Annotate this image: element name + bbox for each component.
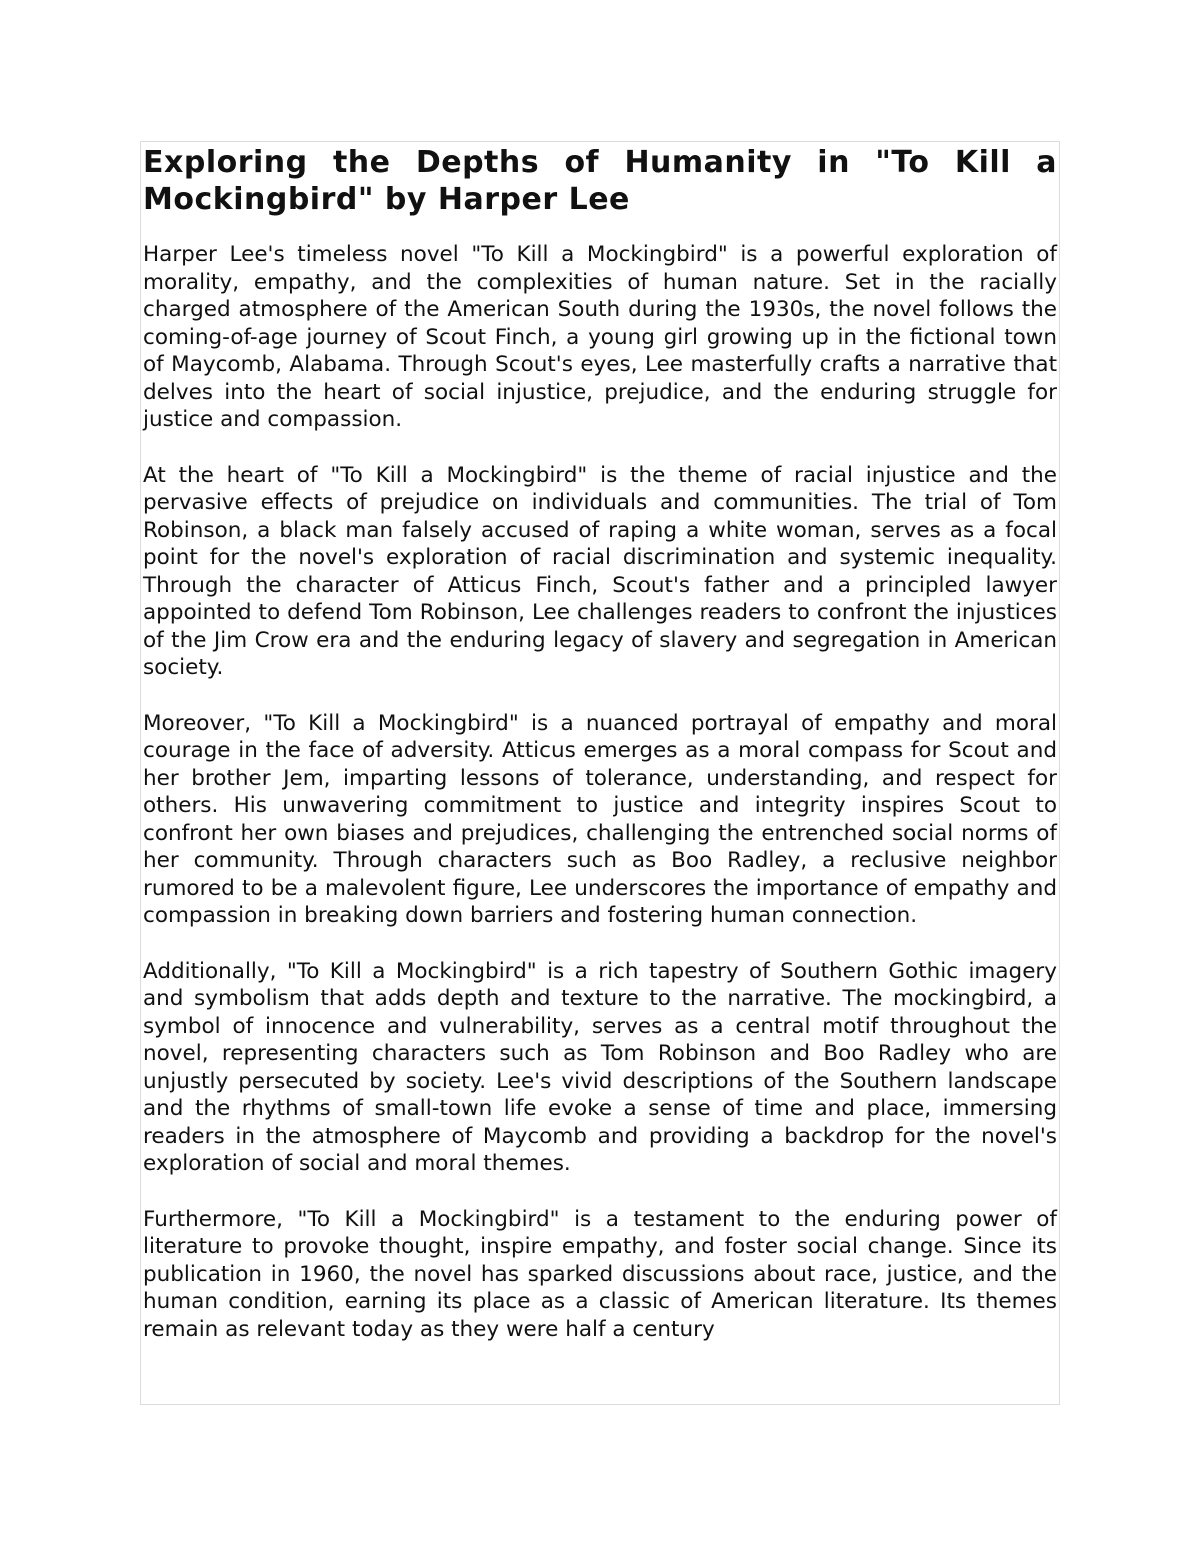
document-title: Exploring the Depths of Humanity in "To Kill a Mockingbird" by Harper Lee xyxy=(143,145,1057,217)
paragraph-4: Additionally, "To Kill a Mockingbird" is a rich tapestry of Southern Gothic imagery and symbolism that adds depth and texture to the narrative. The mockingbird, a symbol of innocence and vulnerability, serves as a central motif throughout the novel, representing characters such as Tom Robinson and Boo Radley who are unjustly persecuted by society. Lee's vivid descriptions of the Southern landscape and the rhythms of small-town life evoke a sense of time and place, immersing readers in the atmosphere of Maycomb and providing a backdrop for the novel's exploration of social and moral themes. xyxy=(143,958,1057,1176)
spacer xyxy=(143,434,1057,462)
spacer xyxy=(143,682,1057,710)
text-frame xyxy=(140,141,1060,1405)
spacer xyxy=(143,1178,1057,1206)
paragraph-3: Moreover, "To Kill a Mockingbird" is a nuanced portrayal of empathy and moral courage in the face of adversity. Atticus emerges as a moral compass for Scout and her brother Jem, imparting lessons of tolerance, understanding, and respect for others. His unwavering commitment to justice and integrity inspires Scout to confront her own biases and prejudices, challenging the entrenched social norms of her community. Through characters such as Boo Radley, a reclusive neighbor rumored to be a malevolent figure, Lee underscores the importance of empathy and compassion in breaking down barriers and fostering human connection. xyxy=(143,710,1057,928)
paragraph-5: Furthermore, "To Kill a Mockingbird" is a testament to the enduring power of literature to provoke thought, inspire empathy, and foster social change. Since its publication in 1960, the novel has sparked discussions about race, justice, and the human condition, earning its place as a classic of American literature. Its themes remain as relevant today as they were half a century xyxy=(143,1206,1057,1342)
spacer xyxy=(143,218,1057,241)
paragraph-2: At the heart of "To Kill a Mockingbird" is the theme of racial injustice and the pervasive effects of prejudice on individuals and communities. The trial of Tom Robinson, a black man falsely accused of raping a white woman, serves as a focal point for the novel's exploration of racial discrimination and systemic inequality. Through the character of Atticus Finch, Scout's father and a principled lawyer appointed to defend Tom Robinson, Lee challenges readers to confront the injustices of the Jim Crow era and the enduring legacy of slavery and segregation in American society. xyxy=(143,462,1057,680)
spacer xyxy=(143,930,1057,958)
paragraph-1: Harper Lee's timeless novel "To Kill a Mockingbird" is a powerful exploration of morality, empathy, and the complexities of human nature. Set in the racially charged atmosphere of the American South during the 1930s, the novel follows the coming-of-age journey of Scout Finch, a young girl growing up in the fictional town of Maycomb, Alabama. Through Scout's eyes, Lee masterfully crafts a narrative that delves into the heart of social injustice, prejudice, and the enduring struggle for justice and compassion. xyxy=(143,242,1057,432)
